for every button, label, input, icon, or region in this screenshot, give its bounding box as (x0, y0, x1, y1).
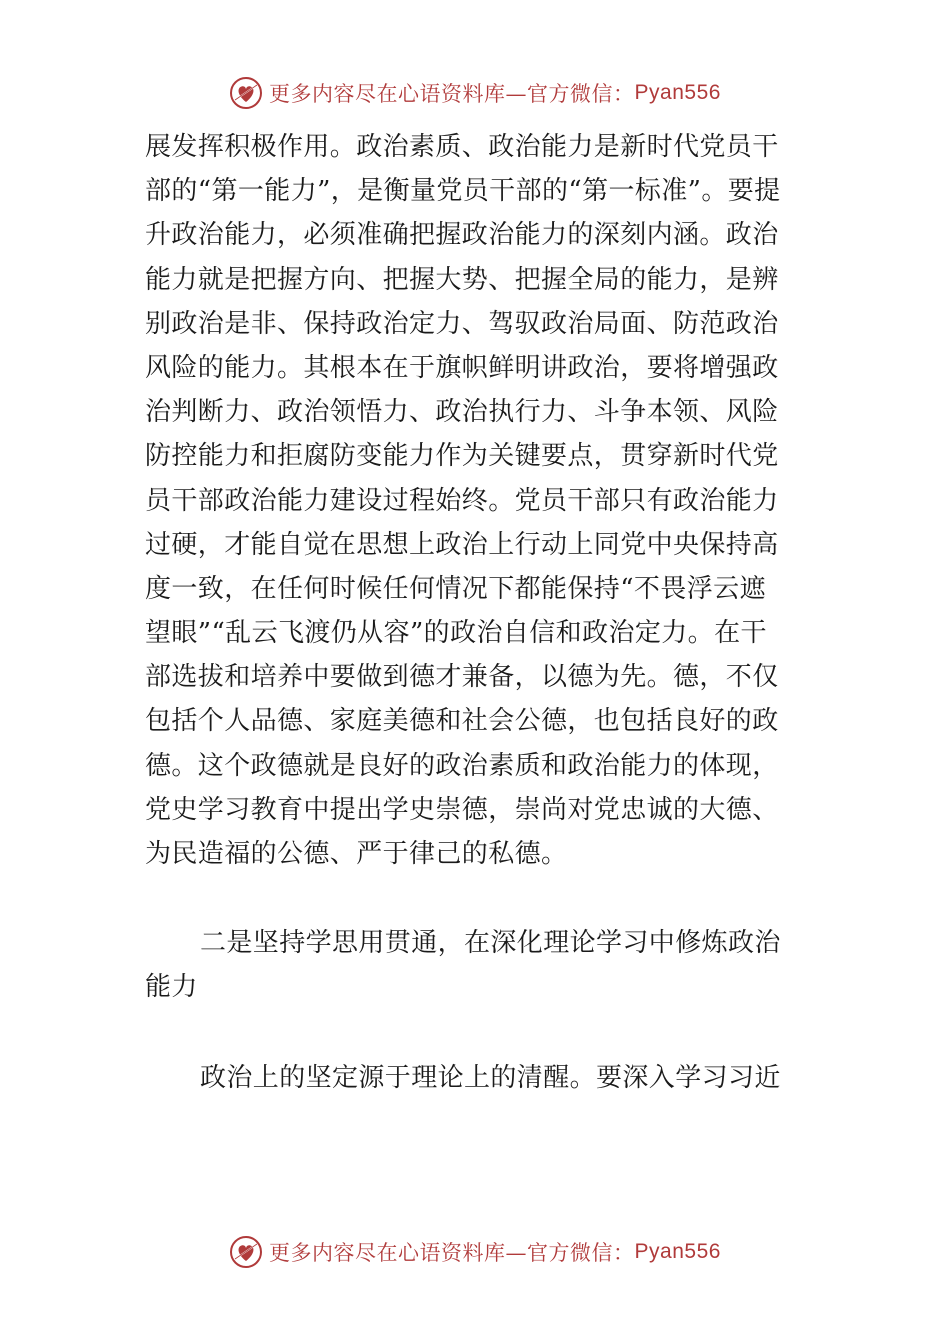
paragraph-1-line: 望眼”“乱云飞渡仍从容”的政治自信和政治定力。在干 (145, 618, 767, 649)
heading-line-2: 能力 (145, 972, 198, 1003)
watermark-header (0, 73, 950, 113)
paragraph-2 (145, 1056, 825, 1100)
paragraph-1-line: 治判断力、政治领悟力、政治执行力、斗争本领、风险 (145, 397, 779, 428)
paragraph-1-line: 党史学习教育中提出学史崇德，崇尚对党忠诚的大德、 (145, 794, 779, 825)
paragraph-1-line: 部选拔和培养中要做到德才兼备，以德为先。德，不仅 (145, 662, 779, 693)
watermark-text: 更多内容尽在心语资料库—官方微信： (269, 1241, 635, 1265)
paragraph-1 (145, 125, 825, 876)
paragraph-1-line: 过硬，才能自觉在思想上政治上行动上同党中央保持高 (145, 529, 779, 560)
paragraph-1-line: 展发挥积极作用。政治素质、政治能力是新时代党员干 (145, 132, 779, 162)
watermark-wechat-id: Pyan556 (634, 1240, 721, 1263)
paragraph-1-line: 员干部政治能力建设过程始终。党员干部只有政治能力 (145, 485, 779, 516)
paragraph-1-line: 升政治能力，必须准确把握政治能力的深刻内涵。政治 (145, 220, 779, 251)
section-heading (145, 921, 825, 1009)
paragraph-1-line: 为民造福的公德、严于律己的私德。 (145, 839, 568, 869)
paragraph-1-line: 防控能力和拒腐防变能力作为关键要点，贯穿新时代党 (145, 441, 779, 472)
heart-logo-icon (229, 76, 263, 110)
paragraph-1-line: 能力就是把握方向、把握大势、把握全局的能力，是辨 (145, 264, 779, 295)
paragraph-1-line: 度一致，在任何时候任何情况下都能保持“不畏浮云遮 (145, 573, 766, 604)
paragraph-1-line: 德。这个政德就是良好的政治素质和政治能力的体现， (145, 750, 779, 781)
paragraph-1-line: 风险的能力。其根本在于旗帜鲜明讲政治，要将增强政 (145, 352, 779, 383)
paragraph-2-line-1: 政治上的坚定源于理论上的清醒。要深入学习习近 (200, 1063, 781, 1093)
watermark-wechat-id: Pyan556 (634, 81, 721, 104)
heading-line-1: 二是坚持学思用贯通，在深化理论学习中修炼政治 (200, 928, 781, 958)
paragraph-1-line: 包括个人品德、家庭美德和社会公德，也包括良好的政 (145, 706, 779, 737)
heart-logo-icon (229, 1235, 263, 1269)
paragraph-1-line: 别政治是非、保持政治定力、驾驭政治局面、防范政治 (145, 308, 779, 339)
paragraph-1-line: 部的“第一能力”，是衡量党员干部的“第一标准”。要提 (145, 176, 781, 207)
watermark-text: 更多内容尽在心语资料库—官方微信： (269, 82, 635, 106)
watermark-footer (0, 1232, 950, 1272)
